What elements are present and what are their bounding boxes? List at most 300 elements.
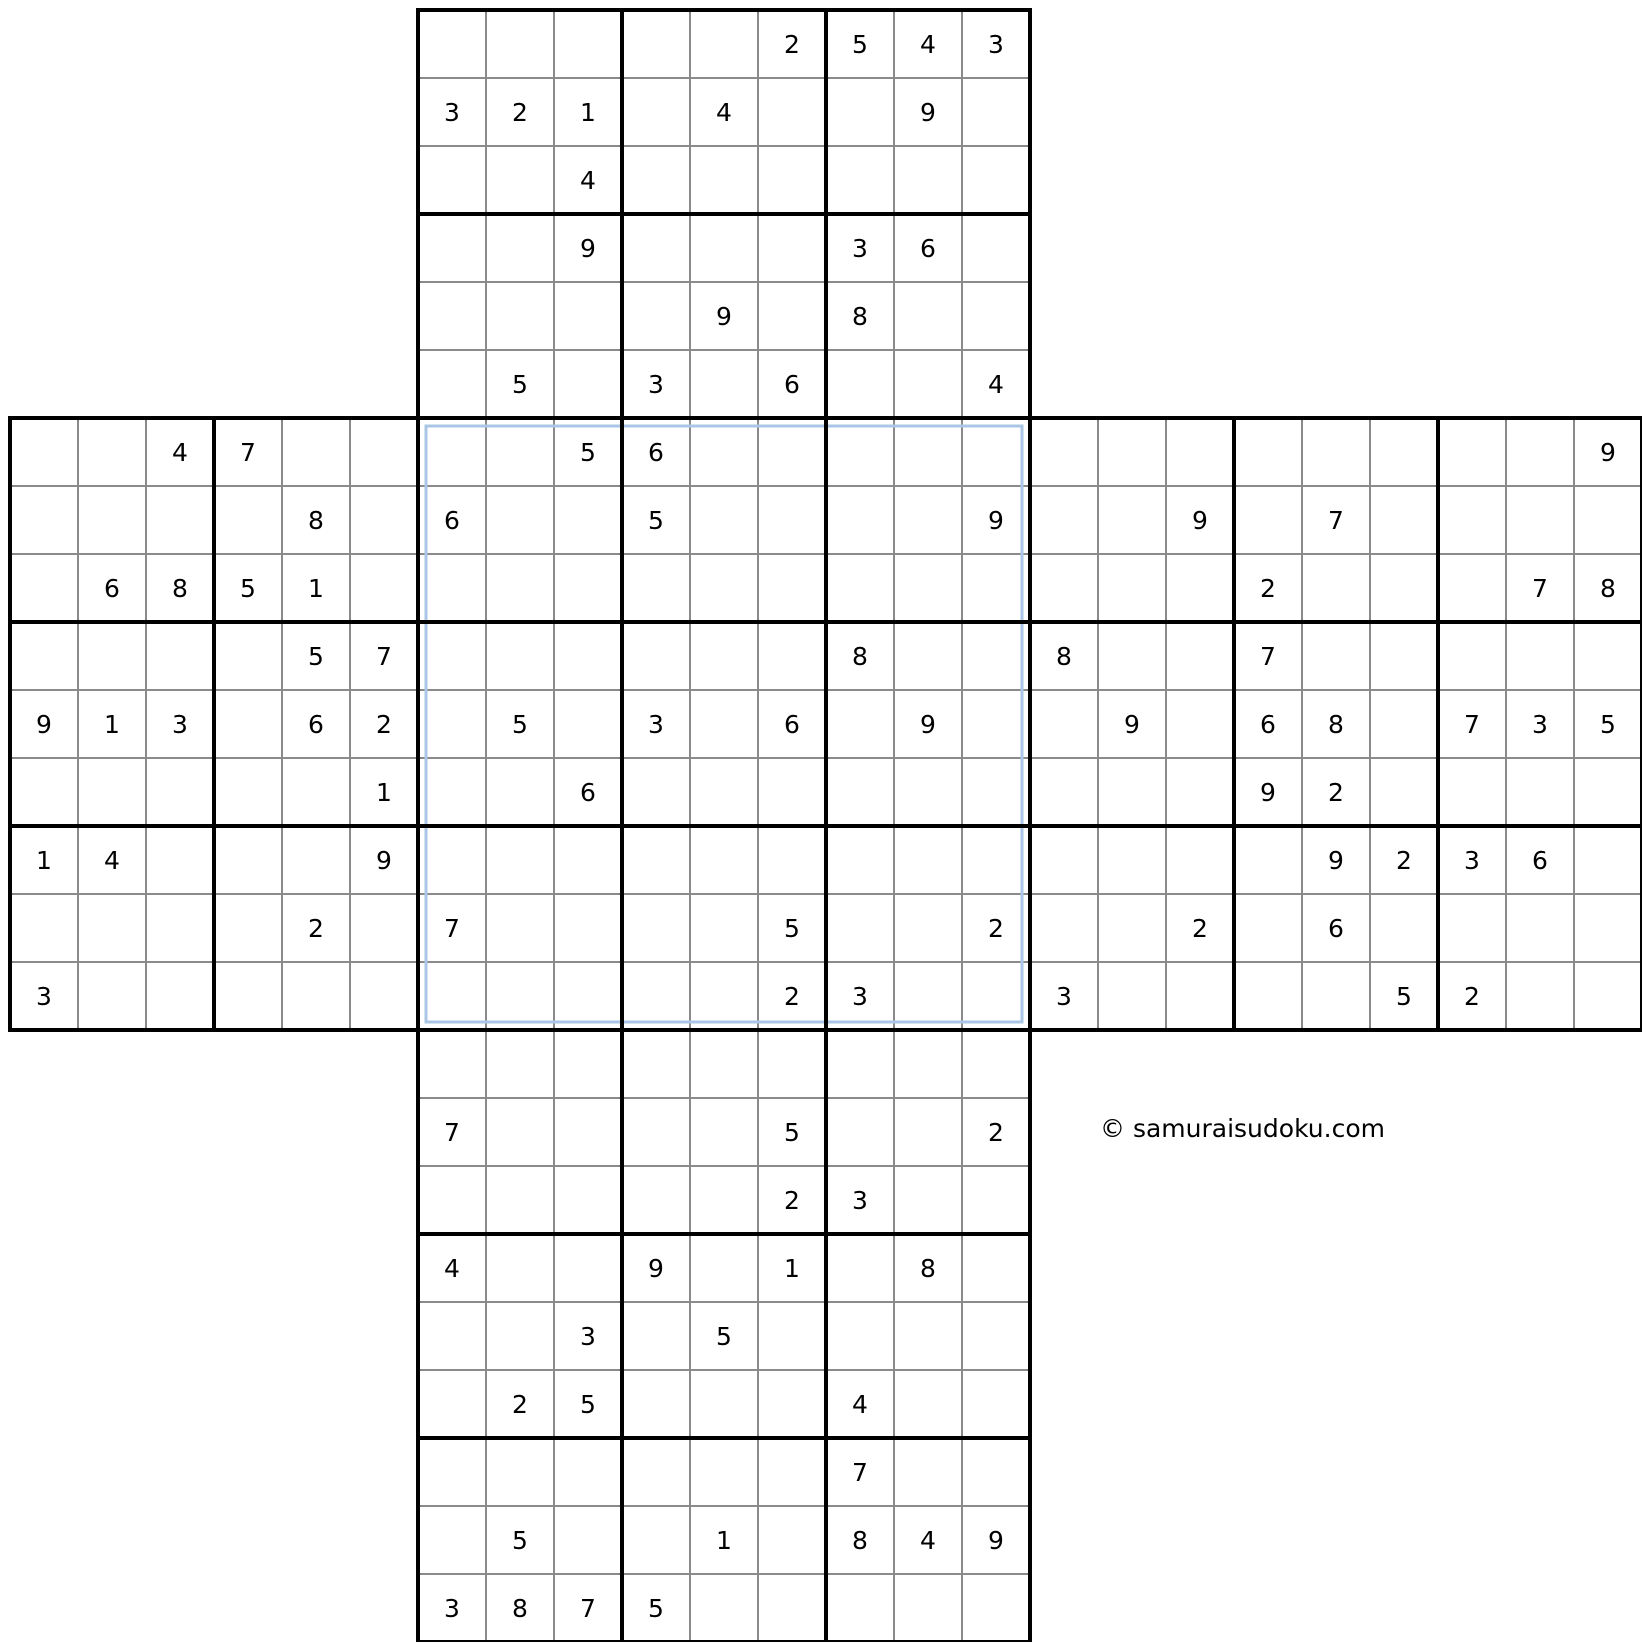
sudoku-cell[interactable] <box>690 690 758 758</box>
sudoku-cell[interactable] <box>758 622 826 690</box>
sudoku-cell[interactable] <box>962 758 1030 826</box>
sudoku-cell[interactable] <box>894 146 962 214</box>
sudoku-cell[interactable] <box>1302 554 1370 622</box>
sudoku-cell[interactable]: 7 <box>376 641 392 671</box>
sudoku-cell[interactable] <box>962 214 1030 282</box>
sudoku-cell[interactable] <box>894 350 962 418</box>
sudoku-cell[interactable] <box>418 1506 486 1574</box>
sudoku-cell[interactable] <box>1166 826 1234 894</box>
sudoku-cell[interactable]: 8 <box>852 1525 868 1555</box>
sudoku-cell[interactable] <box>962 554 1030 622</box>
sudoku-cell[interactable] <box>350 418 418 486</box>
sudoku-cell[interactable] <box>486 1302 554 1370</box>
sudoku-cell[interactable]: 2 <box>1396 845 1412 875</box>
sudoku-cell[interactable] <box>350 486 418 554</box>
sudoku-cell[interactable]: 8 <box>308 505 324 535</box>
sudoku-cell[interactable] <box>758 1370 826 1438</box>
sudoku-cell[interactable] <box>1370 690 1438 758</box>
sudoku-cell[interactable] <box>622 962 690 1030</box>
sudoku-cell[interactable] <box>826 1030 894 1098</box>
sudoku-cell[interactable] <box>486 826 554 894</box>
sudoku-cell[interactable] <box>1166 690 1234 758</box>
sudoku-cell[interactable] <box>418 1438 486 1506</box>
sudoku-cell[interactable] <box>486 1166 554 1234</box>
sudoku-cell[interactable]: 3 <box>852 981 868 1011</box>
sudoku-cell[interactable] <box>418 10 486 78</box>
sudoku-cell[interactable]: 7 <box>1260 641 1276 671</box>
sudoku-cell[interactable]: 9 <box>988 505 1004 535</box>
sudoku-cell[interactable]: 7 <box>852 1457 868 1487</box>
sudoku-cell[interactable] <box>486 214 554 282</box>
sudoku-cell[interactable] <box>1166 962 1234 1030</box>
sudoku-cell[interactable]: 9 <box>920 97 936 127</box>
sudoku-cell[interactable] <box>1302 962 1370 1030</box>
sudoku-cell[interactable] <box>1574 622 1642 690</box>
sudoku-cell[interactable] <box>1438 622 1506 690</box>
sudoku-cell[interactable] <box>554 350 622 418</box>
sudoku-cell[interactable] <box>554 1234 622 1302</box>
sudoku-cell[interactable]: 5 <box>512 1525 528 1555</box>
sudoku-cell[interactable]: 5 <box>1600 709 1616 739</box>
sudoku-cell[interactable] <box>418 1166 486 1234</box>
sudoku-cell[interactable] <box>486 1098 554 1166</box>
sudoku-cell[interactable] <box>894 282 962 350</box>
sudoku-cell[interactable] <box>1030 758 1098 826</box>
sudoku-cell[interactable] <box>962 1302 1030 1370</box>
sudoku-cell[interactable] <box>622 826 690 894</box>
sudoku-cell[interactable] <box>554 486 622 554</box>
sudoku-cell[interactable] <box>214 690 282 758</box>
sudoku-cell[interactable]: 8 <box>1056 641 1072 671</box>
sudoku-cell[interactable] <box>78 418 146 486</box>
sudoku-cell[interactable] <box>1370 486 1438 554</box>
sudoku-cell[interactable]: 6 <box>784 709 800 739</box>
sudoku-cell[interactable] <box>690 894 758 962</box>
sudoku-cell[interactable] <box>418 962 486 1030</box>
sudoku-cell[interactable] <box>962 962 1030 1030</box>
sudoku-cell[interactable]: 2 <box>1260 573 1276 603</box>
sudoku-cell[interactable] <box>690 622 758 690</box>
sudoku-cell[interactable] <box>554 1166 622 1234</box>
sudoku-cell[interactable] <box>1234 418 1302 486</box>
sudoku-cell[interactable] <box>758 214 826 282</box>
sudoku-cell[interactable] <box>894 622 962 690</box>
sudoku-cell[interactable] <box>486 1234 554 1302</box>
sudoku-cell[interactable] <box>622 214 690 282</box>
sudoku-cell[interactable] <box>1234 826 1302 894</box>
sudoku-cell[interactable] <box>962 282 1030 350</box>
sudoku-cell[interactable] <box>418 1370 486 1438</box>
sudoku-cell[interactable]: 2 <box>784 981 800 1011</box>
sudoku-cell[interactable] <box>962 146 1030 214</box>
sudoku-cell[interactable] <box>826 350 894 418</box>
sudoku-cell[interactable] <box>758 282 826 350</box>
sudoku-cell[interactable]: 4 <box>920 1525 936 1555</box>
sudoku-cell[interactable]: 3 <box>1056 981 1072 1011</box>
sudoku-cell[interactable] <box>894 1166 962 1234</box>
sudoku-cell[interactable] <box>214 622 282 690</box>
sudoku-cell[interactable] <box>282 826 350 894</box>
sudoku-cell[interactable] <box>622 554 690 622</box>
sudoku-cell[interactable]: 5 <box>240 573 256 603</box>
sudoku-cell[interactable]: 3 <box>852 233 868 263</box>
sudoku-cell[interactable] <box>1302 418 1370 486</box>
sudoku-cell[interactable]: 5 <box>1396 981 1412 1011</box>
sudoku-cell[interactable] <box>894 1574 962 1642</box>
sudoku-cell[interactable] <box>486 10 554 78</box>
sudoku-cell[interactable] <box>622 10 690 78</box>
sudoku-cell[interactable] <box>554 1438 622 1506</box>
sudoku-cell[interactable]: 9 <box>1328 845 1344 875</box>
sudoku-cell[interactable] <box>1506 894 1574 962</box>
sudoku-cell[interactable]: 2 <box>376 709 392 739</box>
sudoku-cell[interactable] <box>1574 962 1642 1030</box>
sudoku-cell[interactable]: 4 <box>580 165 596 195</box>
sudoku-cell[interactable]: 7 <box>1464 709 1480 739</box>
sudoku-cell[interactable] <box>690 826 758 894</box>
sudoku-cell[interactable]: 8 <box>920 1253 936 1283</box>
sudoku-cell[interactable]: 6 <box>784 369 800 399</box>
sudoku-cell[interactable] <box>622 1506 690 1574</box>
sudoku-cell[interactable] <box>622 282 690 350</box>
sudoku-cell[interactable] <box>962 1166 1030 1234</box>
sudoku-cell[interactable]: 9 <box>1192 505 1208 535</box>
sudoku-cell[interactable]: 8 <box>1600 573 1616 603</box>
sudoku-cell[interactable] <box>826 758 894 826</box>
sudoku-cell[interactable] <box>418 758 486 826</box>
sudoku-cell[interactable] <box>1574 826 1642 894</box>
sudoku-cell[interactable] <box>622 758 690 826</box>
sudoku-cell[interactable]: 9 <box>1600 437 1616 467</box>
sudoku-cell[interactable] <box>826 1098 894 1166</box>
sudoku-cell[interactable]: 9 <box>1124 709 1140 739</box>
sudoku-cell[interactable] <box>826 1234 894 1302</box>
sudoku-cell[interactable] <box>418 826 486 894</box>
sudoku-cell[interactable] <box>622 1030 690 1098</box>
sudoku-cell[interactable] <box>418 350 486 418</box>
sudoku-cell[interactable] <box>554 10 622 78</box>
sudoku-cell[interactable]: 4 <box>852 1389 868 1419</box>
sudoku-cell[interactable] <box>350 962 418 1030</box>
sudoku-cell[interactable] <box>418 554 486 622</box>
sudoku-cell[interactable] <box>214 962 282 1030</box>
sudoku-cell[interactable]: 9 <box>648 1253 664 1283</box>
sudoku-cell[interactable] <box>690 1234 758 1302</box>
sudoku-cell[interactable] <box>690 350 758 418</box>
sudoku-cell[interactable]: 5 <box>580 437 596 467</box>
sudoku-cell[interactable] <box>214 486 282 554</box>
sudoku-cell[interactable]: 5 <box>648 1593 664 1623</box>
sudoku-cell[interactable]: 8 <box>1328 709 1344 739</box>
sudoku-cell[interactable] <box>146 962 214 1030</box>
sudoku-cell[interactable] <box>554 622 622 690</box>
sudoku-cell[interactable] <box>894 1302 962 1370</box>
sudoku-cell[interactable]: 4 <box>104 845 120 875</box>
sudoku-cell[interactable] <box>1030 894 1098 962</box>
sudoku-cell[interactable] <box>486 758 554 826</box>
sudoku-cell[interactable] <box>758 1030 826 1098</box>
sudoku-cell[interactable] <box>1166 554 1234 622</box>
sudoku-cell[interactable]: 5 <box>308 641 324 671</box>
sudoku-cell[interactable] <box>486 894 554 962</box>
sudoku-cell[interactable] <box>418 418 486 486</box>
sudoku-cell[interactable] <box>894 486 962 554</box>
sudoku-cell[interactable]: 6 <box>444 505 460 535</box>
sudoku-cell[interactable]: 4 <box>920 29 936 59</box>
sudoku-cell[interactable] <box>622 1302 690 1370</box>
sudoku-cell[interactable] <box>1098 894 1166 962</box>
sudoku-cell[interactable]: 6 <box>1260 709 1276 739</box>
sudoku-cell[interactable]: 1 <box>580 97 596 127</box>
sudoku-cell[interactable] <box>1506 758 1574 826</box>
sudoku-cell[interactable] <box>622 894 690 962</box>
sudoku-cell[interactable]: 5 <box>512 369 528 399</box>
sudoku-cell[interactable] <box>554 962 622 1030</box>
sudoku-cell[interactable]: 5 <box>784 1117 800 1147</box>
sudoku-cell[interactable] <box>1506 486 1574 554</box>
sudoku-cell[interactable] <box>486 622 554 690</box>
sudoku-cell[interactable]: 6 <box>1328 913 1344 943</box>
sudoku-cell[interactable]: 5 <box>852 29 868 59</box>
sudoku-cell[interactable] <box>690 758 758 826</box>
sudoku-cell[interactable] <box>418 1030 486 1098</box>
sudoku-cell[interactable]: 3 <box>1464 845 1480 875</box>
sudoku-cell[interactable]: 5 <box>784 913 800 943</box>
sudoku-cell[interactable] <box>690 1370 758 1438</box>
sudoku-cell[interactable] <box>826 1574 894 1642</box>
sudoku-cell[interactable] <box>1506 622 1574 690</box>
sudoku-cell[interactable] <box>758 146 826 214</box>
sudoku-cell[interactable] <box>690 1098 758 1166</box>
sudoku-cell[interactable]: 5 <box>512 709 528 739</box>
sudoku-cell[interactable] <box>962 78 1030 146</box>
sudoku-cell[interactable] <box>1098 962 1166 1030</box>
sudoku-cell[interactable]: 3 <box>988 29 1004 59</box>
sudoku-cell[interactable]: 9 <box>376 845 392 875</box>
sudoku-cell[interactable]: 9 <box>920 709 936 739</box>
sudoku-cell[interactable] <box>554 894 622 962</box>
sudoku-cell[interactable]: 9 <box>580 233 596 263</box>
sudoku-cell[interactable]: 3 <box>1532 709 1548 739</box>
sudoku-cell[interactable] <box>1234 894 1302 962</box>
sudoku-cell[interactable]: 8 <box>852 301 868 331</box>
sudoku-cell[interactable] <box>486 1438 554 1506</box>
sudoku-cell[interactable] <box>758 1506 826 1574</box>
sudoku-cell[interactable] <box>894 1030 962 1098</box>
sudoku-cell[interactable] <box>418 690 486 758</box>
sudoku-cell[interactable]: 7 <box>1328 505 1344 535</box>
sudoku-cell[interactable]: 5 <box>648 505 664 535</box>
sudoku-cell[interactable] <box>962 418 1030 486</box>
sudoku-cell[interactable] <box>826 78 894 146</box>
sudoku-cell[interactable] <box>1030 690 1098 758</box>
sudoku-cell[interactable] <box>10 418 78 486</box>
sudoku-cell[interactable] <box>282 418 350 486</box>
sudoku-cell[interactable] <box>894 1370 962 1438</box>
sudoku-cell[interactable] <box>1438 894 1506 962</box>
sudoku-cell[interactable] <box>690 214 758 282</box>
sudoku-cell[interactable] <box>690 962 758 1030</box>
sudoku-cell[interactable] <box>622 1370 690 1438</box>
sudoku-cell[interactable]: 6 <box>648 437 664 467</box>
sudoku-cell[interactable] <box>1370 622 1438 690</box>
sudoku-cell[interactable]: 3 <box>172 709 188 739</box>
sudoku-cell[interactable] <box>78 758 146 826</box>
sudoku-cell[interactable] <box>690 486 758 554</box>
sudoku-cell[interactable] <box>826 826 894 894</box>
sudoku-cell[interactable]: 3 <box>444 97 460 127</box>
sudoku-cell[interactable] <box>214 894 282 962</box>
sudoku-cell[interactable] <box>1098 622 1166 690</box>
sudoku-cell[interactable] <box>146 486 214 554</box>
sudoku-cell[interactable]: 6 <box>920 233 936 263</box>
sudoku-cell[interactable] <box>486 962 554 1030</box>
sudoku-cell[interactable] <box>1030 486 1098 554</box>
sudoku-cell[interactable] <box>690 1574 758 1642</box>
sudoku-cell[interactable]: 5 <box>716 1321 732 1351</box>
sudoku-cell[interactable] <box>894 1098 962 1166</box>
sudoku-cell[interactable] <box>962 826 1030 894</box>
sudoku-cell[interactable]: 2 <box>988 1117 1004 1147</box>
sudoku-cell[interactable]: 1 <box>716 1525 732 1555</box>
sudoku-cell[interactable] <box>10 486 78 554</box>
sudoku-cell[interactable]: 8 <box>172 573 188 603</box>
sudoku-cell[interactable] <box>78 486 146 554</box>
sudoku-cell[interactable]: 7 <box>444 1117 460 1147</box>
sudoku-cell[interactable]: 6 <box>1532 845 1548 875</box>
sudoku-cell[interactable] <box>1370 758 1438 826</box>
sudoku-cell[interactable] <box>962 1370 1030 1438</box>
sudoku-cell[interactable] <box>146 826 214 894</box>
sudoku-cell[interactable]: 4 <box>172 437 188 467</box>
sudoku-cell[interactable] <box>418 622 486 690</box>
sudoku-cell[interactable] <box>554 1506 622 1574</box>
sudoku-cell[interactable] <box>826 418 894 486</box>
sudoku-cell[interactable] <box>486 282 554 350</box>
sudoku-cell[interactable] <box>418 1302 486 1370</box>
sudoku-cell[interactable] <box>146 894 214 962</box>
sudoku-cell[interactable] <box>690 554 758 622</box>
sudoku-cell[interactable] <box>690 418 758 486</box>
sudoku-cell[interactable] <box>826 894 894 962</box>
sudoku-cell[interactable] <box>554 1030 622 1098</box>
sudoku-cell[interactable] <box>1370 418 1438 486</box>
sudoku-cell[interactable] <box>622 1166 690 1234</box>
sudoku-cell[interactable] <box>758 758 826 826</box>
sudoku-cell[interactable]: 2 <box>784 29 800 59</box>
sudoku-cell[interactable] <box>622 622 690 690</box>
sudoku-cell[interactable] <box>418 146 486 214</box>
sudoku-cell[interactable] <box>622 146 690 214</box>
sudoku-cell[interactable] <box>1098 758 1166 826</box>
sudoku-cell[interactable]: 9 <box>988 1525 1004 1555</box>
sudoku-cell[interactable] <box>1234 486 1302 554</box>
sudoku-cell[interactable]: 2 <box>512 1389 528 1419</box>
sudoku-cell[interactable] <box>758 1574 826 1642</box>
sudoku-cell[interactable]: 1 <box>784 1253 800 1283</box>
sudoku-cell[interactable] <box>1098 418 1166 486</box>
sudoku-cell[interactable] <box>486 1030 554 1098</box>
sudoku-cell[interactable] <box>350 554 418 622</box>
sudoku-cell[interactable] <box>1438 554 1506 622</box>
sudoku-cell[interactable] <box>350 894 418 962</box>
sudoku-cell[interactable]: 1 <box>376 777 392 807</box>
sudoku-cell[interactable] <box>894 826 962 894</box>
sudoku-cell[interactable]: 7 <box>240 437 256 467</box>
sudoku-cell[interactable]: 9 <box>716 301 732 331</box>
sudoku-cell[interactable]: 4 <box>988 369 1004 399</box>
sudoku-cell[interactable] <box>418 214 486 282</box>
sudoku-cell[interactable]: 3 <box>580 1321 596 1351</box>
sudoku-cell[interactable]: 2 <box>1464 981 1480 1011</box>
sudoku-cell[interactable] <box>622 1098 690 1166</box>
sudoku-cell[interactable] <box>1370 554 1438 622</box>
sudoku-cell[interactable] <box>214 826 282 894</box>
sudoku-cell[interactable]: 2 <box>1328 777 1344 807</box>
sudoku-cell[interactable] <box>758 486 826 554</box>
sudoku-cell[interactable] <box>962 1438 1030 1506</box>
sudoku-cell[interactable] <box>554 690 622 758</box>
sudoku-cell[interactable]: 5 <box>580 1389 596 1419</box>
sudoku-cell[interactable] <box>418 282 486 350</box>
sudoku-cell[interactable] <box>146 622 214 690</box>
sudoku-cell[interactable] <box>554 282 622 350</box>
sudoku-cell[interactable]: 7 <box>580 1593 596 1623</box>
sudoku-cell[interactable]: 3 <box>648 709 664 739</box>
sudoku-cell[interactable]: 9 <box>36 709 52 739</box>
sudoku-cell[interactable]: 3 <box>444 1593 460 1623</box>
sudoku-cell[interactable] <box>554 1098 622 1166</box>
sudoku-cell[interactable] <box>1438 418 1506 486</box>
sudoku-cell[interactable]: 3 <box>36 981 52 1011</box>
sudoku-cell[interactable] <box>78 622 146 690</box>
sudoku-cell[interactable]: 3 <box>648 369 664 399</box>
sudoku-cell[interactable] <box>826 146 894 214</box>
sudoku-cell[interactable] <box>690 1030 758 1098</box>
sudoku-cell[interactable]: 1 <box>104 709 120 739</box>
sudoku-cell[interactable] <box>758 418 826 486</box>
sudoku-cell[interactable] <box>826 1302 894 1370</box>
sudoku-cell[interactable] <box>554 554 622 622</box>
sudoku-cell[interactable]: 3 <box>852 1185 868 1215</box>
sudoku-cell[interactable] <box>1370 894 1438 962</box>
sudoku-cell[interactable] <box>1302 622 1370 690</box>
sudoku-cell[interactable] <box>1506 418 1574 486</box>
sudoku-cell[interactable] <box>1506 962 1574 1030</box>
sudoku-cell[interactable]: 8 <box>512 1593 528 1623</box>
sudoku-cell[interactable]: 2 <box>784 1185 800 1215</box>
sudoku-cell[interactable] <box>1030 418 1098 486</box>
sudoku-cell[interactable] <box>690 1438 758 1506</box>
sudoku-cell[interactable] <box>1438 486 1506 554</box>
sudoku-cell[interactable]: 2 <box>1192 913 1208 943</box>
sudoku-cell[interactable] <box>282 758 350 826</box>
sudoku-cell[interactable] <box>690 1166 758 1234</box>
sudoku-cell[interactable] <box>1574 894 1642 962</box>
sudoku-cell[interactable] <box>282 962 350 1030</box>
sudoku-cell[interactable] <box>826 554 894 622</box>
sudoku-cell[interactable] <box>826 486 894 554</box>
sudoku-cell[interactable] <box>10 622 78 690</box>
sudoku-cell[interactable] <box>1098 486 1166 554</box>
sudoku-cell[interactable]: 4 <box>716 97 732 127</box>
sudoku-cell[interactable] <box>758 826 826 894</box>
sudoku-cell[interactable] <box>1098 554 1166 622</box>
sudoku-cell[interactable] <box>486 554 554 622</box>
sudoku-cell[interactable] <box>894 554 962 622</box>
sudoku-cell[interactable] <box>758 1302 826 1370</box>
sudoku-cell[interactable]: 1 <box>308 573 324 603</box>
